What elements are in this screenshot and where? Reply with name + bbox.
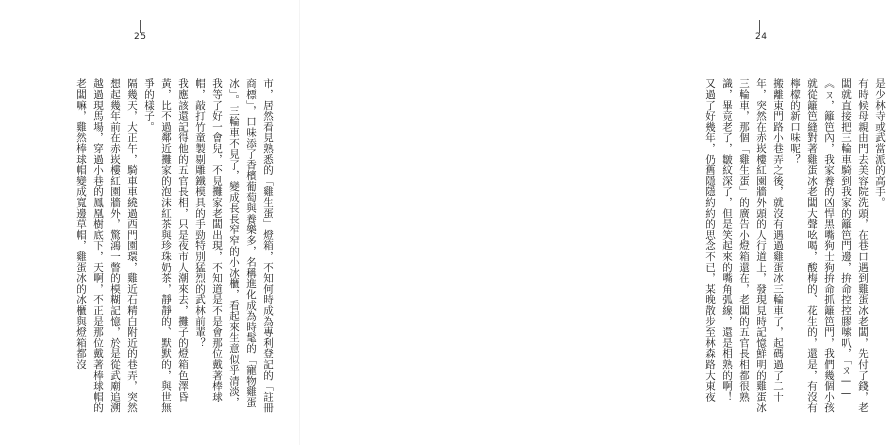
page-number: 24: [755, 32, 768, 42]
paragraph: 是少林寺或武當派的高手。: [874, 78, 886, 208]
paragraph: 隔幾天，大正午，騎車車繞過西門園環，雞近石精白附近的巷弄，突然想起幾年前在赤崁樓紅園牆外，驚鴻一瞥的模糊記憶，於是從武廟追溯越過現馬場，穿過小巷的鳳凰樹底下，天啊，不正是那位戴著棒球帽的老闆嘛，雞然棒球帽變成寬邊草帽，雞蛋冰的冰櫃與燈箱都沒: [75, 78, 138, 413]
paragraph: 有時候母親由門去美容院洗頭，在巷口遇到雞蛋冰老闆，先付了錢，老闆就直接把三輪車騎到我家的籬笆門邊，拚命控控膠嗦叭，「ㄡ——《ㄡ，籬笆內，我家養的凶悍黑嘴狗士狗拚命抓籬笆門，我們幾個小孩就從籬笆縫對著雞蛋冰老闆大聲吆喝，酸梅的、花生的，還是，有沒有檸檬的新口味呢？: [789, 78, 869, 413]
paragraph: 搬離東門路小巷弄之後，就沒有遇過雞蛋冰三輪車了，起碼過了二十年，突然在赤崁樓紅園牆外頭的人行道上，發現見時記憶鮮明的雞蛋冰三輪車，那個「雞生蛋」的廣告小燈箱還在，老闆的五官長相都很熟識，畢竟老了，皺紋深了，但是笑起來的嘴角弧線，還是相熟的啊！: [721, 78, 784, 413]
paragraph: 又過了好幾年，仍舊隱隱約約的思念不已，某晚散步至林森路大東夜: [704, 78, 716, 402]
body-text: [46, 78, 276, 413]
page-number: 25: [134, 32, 147, 42]
right-page: [300, 0, 886, 445]
left-page: [0, 0, 300, 445]
paragraph: 市，居然看見熟悉的「雞生蛋」燈箱，不知何時成為專利登記的「註冊商標」，口味添了香檳葡萄與養樂多，名稱進化成為時髦的「寵物雞蛋冰」。三輪車不見了，變成長長窄窄的小冰櫃，看起來生意似乎清淡，我等了好一會兒，不見攤家老闆出現，不知道是不是會那位戴著棒球帽，敲打竹童製剔雕鐵模具的手勁特別猛烈的武林前輩？: [194, 78, 274, 413]
body-text: [626, 78, 888, 413]
paragraph: 我應該還記得他的五官長相，只是夜市人潮來去，攤子的燈箱色澤昏黃，比不過鄰近攤家的泡沫紅茶與珍珠奶茶，靜靜的、默默的，與世無爭的樣子。: [143, 78, 189, 413]
